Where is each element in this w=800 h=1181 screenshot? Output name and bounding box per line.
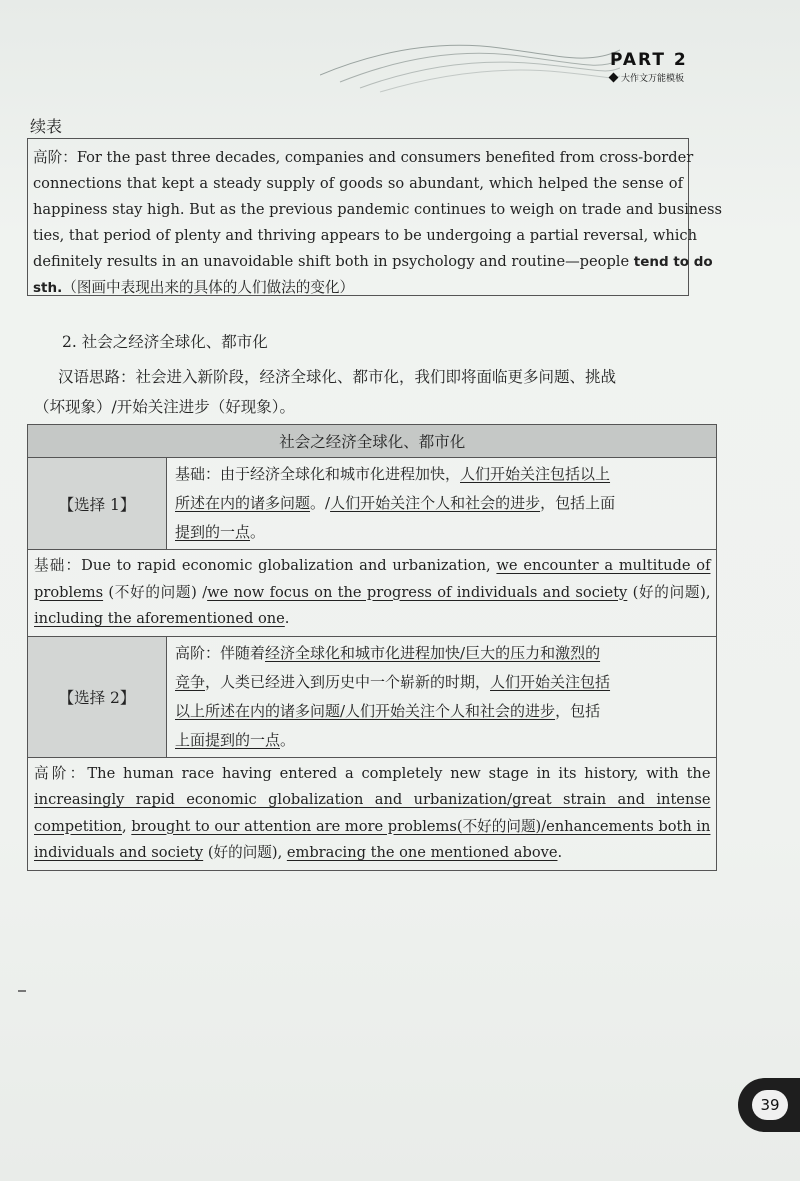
part-subtitle [610,71,720,84]
opt2-en-underline: increasingly rapid economic globalization and urbanization/great strain and intense [34,791,711,808]
option-1-label: 【选择 1】 [28,458,167,550]
option-2-chinese [167,636,717,757]
option-2-english [28,757,717,870]
chinese-thinking [34,362,689,422]
opt2-cn-text: 。 [280,730,296,749]
section-title: 2. 社会之经济全球化、都市化 [62,333,268,351]
bold-phrase-2: sth. [33,280,63,296]
box-line-3: happiness stay high. But as the previous pandemic continues to weigh on trade and business [33,201,722,218]
opt1-cn-underline: 人们开始关注包括以上 [460,465,611,483]
opt2-cn-underline: 人们开始关注包括 [490,672,611,691]
opt2-en-underline: embracing the one mentioned above [286,844,558,861]
template-table [27,424,717,871]
box-line-2: connections that kept a steady supply of goods so abundant, which helped the sense of [33,175,683,192]
opt2-cn-underline: 以上所述在内的诸多问题/人们开始关注个人和社会的进步 [175,701,556,720]
box-line-6 [33,275,683,301]
opt1-cn-text: 。/ [310,494,331,512]
opt1-en-text: . [284,610,290,627]
opt1-en-text: (好的问题), [632,583,711,601]
continued-label: 续表 [30,117,63,136]
box-label: 高阶 [33,149,63,166]
box-note: （图画中表现出来的具体的人们做法的变化） [62,279,355,296]
part-header [610,50,720,84]
opt2-cn-underline: 竞争 [175,672,206,691]
opt1-en-underline: problems [34,583,104,601]
opt2-en-text: (好的问题), [207,844,283,861]
opt2-en-underline: individuals and society [34,844,204,861]
box-text-1: For the past three decades, companies and consumers benefited from cross-border [76,149,694,166]
chinese-thinking-line-1: 汉语思路：社会进入新阶段，经济全球化、都市化，我们即将面临更多问题、挑战 [58,368,617,386]
page-number-tab [738,1078,800,1132]
opt2-en-text: . [557,844,563,861]
opt1-cn-underline: 人们开始关注个人和社会的进步 [330,494,541,512]
box-line-1: 高阶：For the past three decades, companies and consumers benefited from cross-border [33,149,694,166]
opt2-en-underline: brought to our attention are more problems(不好的问题)/enhancements both in [131,817,711,835]
opt1-en-underline: including the aforementioned one [34,610,285,627]
opt1-cn-underline: 提到的一点 [175,523,251,541]
chinese-thinking-line-2: （坏现象）/开始关注进步（好现象）。 [34,398,295,416]
opt2-cn-text: ，人类已经进入到历史中一个崭新的时期， [205,672,491,691]
part-label: PART 2 [610,50,688,70]
opt1-cn-text: 基础：由于经济全球化和城市化进程加快， [175,465,461,483]
box-line-5 [33,249,713,275]
opt2-cn-underline: 上面提到的一点 [175,730,281,749]
part-subtitle-text: 大作文万能模板 [621,74,685,84]
margin-mark [18,990,26,992]
opt1-en-text: 基础：Due to rapid economic globalization and urbanization, [34,557,491,574]
opt1-en-underline: we encounter a multitude of [496,557,711,574]
table-header: 社会之经济全球化、都市化 [28,425,717,458]
opt2-en-text: , [122,817,127,835]
page-number: 39 [752,1090,788,1120]
option-1-chinese [167,458,717,550]
opt1-cn-underline: 所述在内的诸多问题 [175,494,311,512]
opt2-cn-text: ，包括 [555,701,601,720]
opt2-cn-underline: 经济全球化和城市化进程加快/巨大的压力和激烈的 [265,643,601,662]
box-text-5: definitely results in an unavoidable shift both in psychology and routine—people [33,253,630,270]
bold-phrase-1: tend to do [633,254,713,270]
option-2-label: 【选择 2】 [28,636,167,757]
opt2-en-underline: competition [34,817,123,835]
opt1-en-text: (不好的问题) / [108,583,208,601]
box-line-4: ties, that period of plenty and thriving appears to be undergoing a partial reversal, which [33,227,697,244]
high-level-example-box [27,138,722,296]
opt1-cn-text: ，包括上面 [540,494,616,512]
diamond-icon [609,73,619,83]
opt2-en-text: 高阶：The human race having entered a completely new stage in its history, with the [34,764,711,782]
opt1-en-underline: we now focus on the progress of individuals and society [207,583,628,601]
option-1-english [28,550,717,637]
opt2-cn-text: 高阶：伴随着 [175,643,266,662]
opt1-cn-text: 。 [250,523,266,541]
